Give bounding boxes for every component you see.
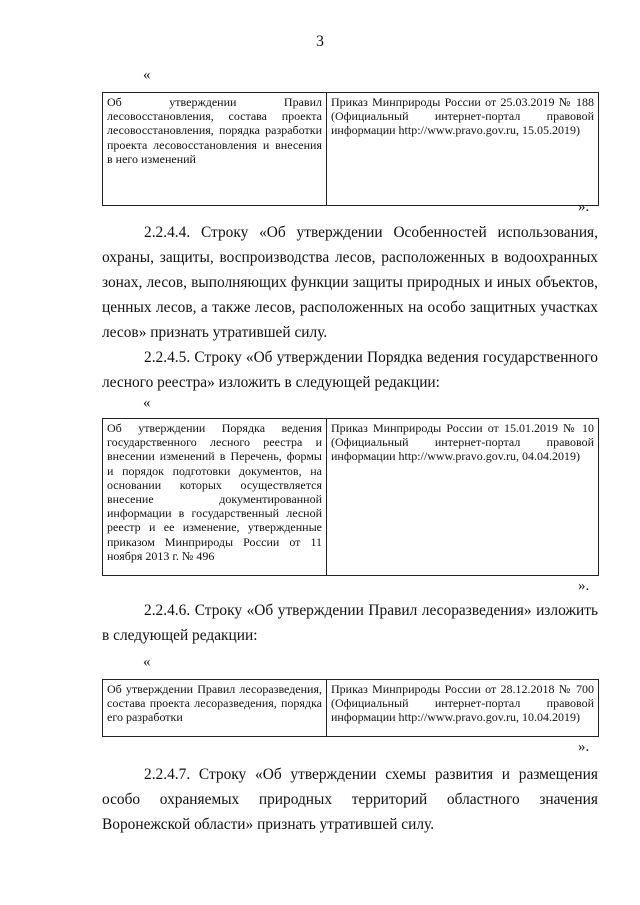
table-row	[103, 680, 599, 737]
quote-close-1: ».	[578, 199, 590, 215]
quote-open-1: «	[143, 67, 151, 83]
paragraph-2246: 2.2.4.6. Строку «Об утверждении Правил лесоразведения» изложить в следующей редакции:	[102, 602, 598, 644]
quote-close-3: ».	[578, 739, 590, 755]
law-table-2	[102, 418, 599, 576]
table-cell-source: Приказ Минприроды России от 15.01.2019 № 10 (Официальный интернет-портал правовой информации http://www.pravo.gov.ru, 04.04.2019)	[327, 419, 599, 576]
law-table-3	[102, 679, 599, 737]
table-cell-source: Приказ Минприроды России от 28.12.2018 № 700 (Официальный интернет-портал правовой информации http://www.pravo.gov.ru, 10.04.2019)	[327, 680, 599, 737]
table-row	[103, 93, 599, 206]
table-cell-source: Приказ Минприроды России от 25.03.2019 № 188 (Официальный интернет-портал правовой информации http://www.pravo.gov.ru, 15.05.2019)	[327, 93, 599, 206]
table-row	[103, 419, 599, 576]
law-table-1	[102, 92, 599, 206]
quote-close-2: ».	[578, 578, 590, 594]
paragraph-2247: 2.2.4.7. Строку «Об утверждении схемы развития и размещения особо охраняемых природных территорий областного значения Воронежской области» признать утратившей силу.	[102, 766, 598, 833]
paragraph-2244: 2.2.4.4. Строку «Об утверждении Особенностей использования, охраны, защиты, воспроизводства лесов, расположенных в водоохранных зонах, лесов, выполняющих функции защиты природных и иных объектов, ценных лесов, а также лесов, расположенных на особо защитных участках лесов» признать утратившей силу.	[102, 224, 598, 341]
quote-open-2: «	[143, 395, 151, 411]
table-cell-title: Об утверждении Порядка ведения государственного лесного реестра и внесении изменений в Перечень, формы и порядок подготовки документов, на основании которых осуществляется внесение документированной информации в государственный лесной реестр и ее изменение, утвержденные приказом Минприроды России от 11 ноября 2013 г. № 496	[103, 419, 327, 576]
table-cell-title: Об утверждении Правил лесоразведения, состава проекта лесоразведения, порядка его разработки	[103, 680, 327, 737]
quote-open-3: «	[143, 654, 151, 670]
page-number: 3	[316, 33, 324, 50]
table-cell-title: Об утверждении Правил лесовосстановления, состава проекта лесовосстановления, порядка разработки проекта лесовосстановления и внесения в него изменений	[103, 93, 327, 206]
paragraph-2245: 2.2.4.5. Строку «Об утверждении Порядка ведения государственного лесного реестра» изложить в следующей редакции:	[102, 349, 598, 391]
